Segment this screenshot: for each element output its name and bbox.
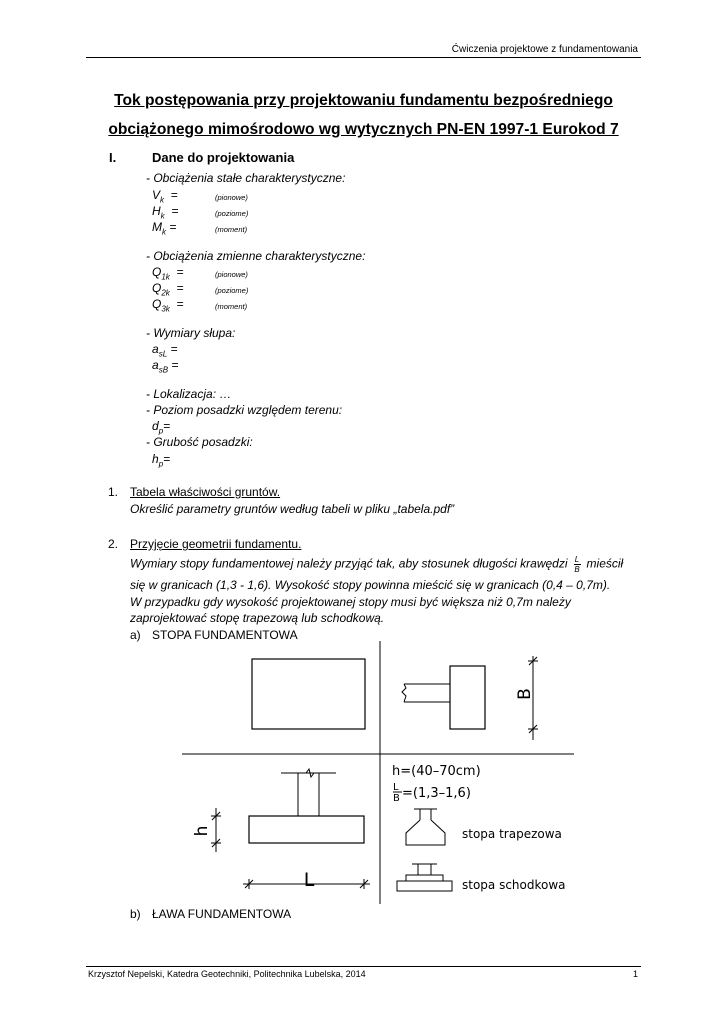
load-q3k: $Q_{3k}$ = bbox=[152, 297, 184, 314]
item2-number: 2. bbox=[108, 537, 119, 551]
footer-author: Krzysztof Nepelski, Katedra Geotechniki, Politechnika Lubelska, 2014 bbox=[88, 969, 366, 979]
plan-view-rect bbox=[252, 659, 365, 729]
load-q1k: $Q_{1k}$ = bbox=[152, 265, 184, 282]
item2-paragraph-line2: się w granicach (1,3 - 1,6). Wysokość stopy powinna mieścić się w granicach (0,4 – 0,7m). bbox=[130, 578, 611, 592]
load-mk: $M_k$ = bbox=[152, 220, 177, 237]
item2-title: Przyjęcie geometrii fundamentu. bbox=[130, 537, 302, 551]
page-number: 1 bbox=[632, 969, 638, 979]
note-vk: (pionowe) bbox=[215, 193, 248, 202]
location-line: - Lokalizacja: … bbox=[146, 387, 232, 401]
title-line-1: Tok postępowania przy projektowaniu fundamentu bezpośredniego bbox=[114, 92, 613, 109]
item2-paragraph-line4: zaprojektować stopę trapezową lub schodkową. bbox=[130, 611, 385, 625]
front-footing bbox=[249, 816, 364, 843]
note-q3k: (moment) bbox=[215, 302, 248, 311]
load-q2k: $Q_{2k}$ = bbox=[152, 281, 184, 298]
side-footing bbox=[450, 666, 485, 729]
lb-fraction-L: L bbox=[393, 782, 399, 793]
label-B: B bbox=[515, 688, 535, 700]
dim-dp: $d_p=$ bbox=[152, 419, 171, 436]
label-L: L bbox=[303, 869, 315, 891]
floor-thickness-line: - Grubość posadzki: bbox=[146, 435, 253, 449]
load-hk: $H_k$ = bbox=[152, 204, 179, 221]
h-range-label: h=(40–70cm) bbox=[392, 764, 481, 779]
item1-title: Tabela właściwości gruntów. bbox=[130, 485, 281, 499]
title-line-2: obciążonego mimośrodowo wg wytycznych PN-EN 1997-1 Eurokod 7 bbox=[108, 121, 619, 138]
trapezoid-footing bbox=[406, 820, 445, 845]
dim-hp: $h_p=$ bbox=[152, 452, 171, 469]
subsection-b-text: ŁAWA FUNDAMENTOWA bbox=[152, 907, 292, 921]
load-vk: $V_k$ = bbox=[152, 188, 178, 205]
item1-number: 1. bbox=[108, 485, 119, 499]
page-header: Ćwiczenia projektowe z fundamentowania bbox=[451, 44, 638, 55]
subsection-b-label: b) bbox=[130, 907, 141, 921]
trapezoid-label: stopa trapezowa bbox=[462, 827, 562, 841]
section-title: Dane do projektowania bbox=[152, 150, 295, 165]
note-mk: (moment) bbox=[215, 225, 248, 234]
subsection-a-label: a) bbox=[130, 628, 141, 642]
stepped-label: stopa schodkowa bbox=[462, 878, 566, 892]
stepped-footing bbox=[397, 881, 452, 891]
note-hk: (poziome) bbox=[215, 209, 249, 218]
item2-paragraph-line1: Wymiary stopy fundamentowej należy przyjąć tak, aby stosunek długości krawędzi $\frac{L}{B}$ mieścił bbox=[130, 555, 624, 574]
ratio-fraction: $\frac{L}{B}$ bbox=[574, 555, 580, 574]
column-dims-heading: - Wymiary słupa: bbox=[146, 326, 236, 340]
note-q2k: (poziome) bbox=[215, 286, 249, 295]
label-h: h bbox=[192, 825, 212, 837]
variable-loads-heading: - Obciążenia zmienne charakterystyczne: bbox=[146, 249, 366, 263]
footer-rule bbox=[86, 966, 641, 967]
dim-asb: $a_{sB}$ = bbox=[152, 358, 179, 375]
item1-text: Określić parametry gruntów według tabeli w pliku „tabela.pdf” bbox=[130, 502, 455, 516]
lb-range-label: =(1,3–1,6) bbox=[402, 786, 471, 801]
lb-fraction-B: B bbox=[393, 793, 400, 804]
floor-level-line: - Poziom posadzki względem terenu: bbox=[146, 403, 343, 417]
permanent-loads-heading: - Obciążenia stałe charakterystyczne: bbox=[146, 171, 346, 185]
section-number: I. bbox=[109, 150, 117, 165]
dim-asl: $a_{sL}$ = bbox=[152, 342, 178, 359]
subsection-a-text: STOPA FUNDAMENTOWA bbox=[152, 628, 298, 642]
note-q1k: (pionowe) bbox=[215, 270, 248, 279]
item2-paragraph-line3: W przypadku gdy wysokość projektowanej stopy musi być większa niż 0,7m należy bbox=[130, 595, 571, 609]
